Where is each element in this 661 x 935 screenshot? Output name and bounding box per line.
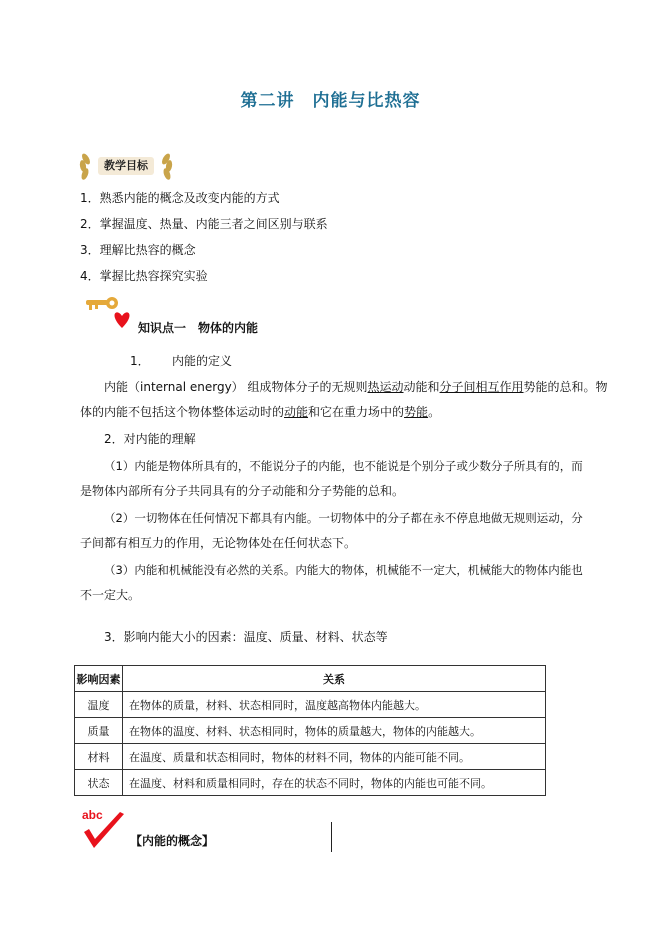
page-title: 第二讲 内能与比热容	[240, 91, 421, 111]
table-row	[75, 744, 546, 770]
item-1-number: 1．	[130, 354, 150, 368]
table-row	[75, 692, 546, 718]
table-cell: 材料	[75, 744, 123, 770]
goal-item: 1．熟悉内能的概念及改变内能的方式	[80, 191, 280, 205]
table-cell: 状态	[75, 770, 123, 796]
text: 内能（internal energy） 组成物体分子的无规则	[104, 380, 368, 394]
abc-label: abc	[82, 808, 103, 822]
table-cell: 在物体的温度、材料、状态相同时，物体的质量越大，物体的内能越大。	[123, 718, 546, 744]
definition-line-1	[104, 376, 608, 398]
underlined-term: 势能	[404, 405, 429, 419]
goal-item: 3．理解比热容的概念	[80, 243, 196, 257]
teaching-goals-badge	[76, 151, 176, 181]
definition-line-2	[80, 401, 440, 423]
concept-heading: 【内能的概念】	[130, 834, 215, 848]
underlined-term: 分子间相互作用	[439, 380, 524, 394]
underlined-term: 动能	[284, 405, 309, 419]
underlined-term: 热运动	[367, 380, 404, 394]
item-1-label: 内能的定义	[172, 354, 233, 368]
table-cell: 在温度、质量和状态相同时，物体的材料不同，物体的内能可能不同。	[123, 744, 546, 770]
table-cell: 温度	[75, 692, 123, 718]
key-heart-icon	[84, 294, 136, 332]
text: 势能的总和。物	[523, 380, 608, 394]
influence-factors-table	[74, 665, 546, 796]
divider-line	[331, 822, 332, 852]
goal-item: 4．掌握比热容探究实验	[80, 269, 208, 283]
understanding-2-line-1: （2）一切物体在任何情况下都具有内能。一切物体中的分子都在永不停息地做无规则运动，分	[104, 511, 583, 525]
item-2-label: 2．对内能的理解	[104, 432, 196, 446]
table-row	[75, 718, 546, 744]
text: 体的内能不包括这个物体整体运动时的	[80, 405, 285, 419]
goal-item: 2．掌握温度、热量、内能三者之间区别与联系	[80, 217, 328, 231]
table-header-row	[75, 666, 546, 692]
table-cell: 在温度、材料和质量相同时，存在的状态不同时，物体的内能也可能不同。	[123, 770, 546, 796]
check-icon	[80, 808, 128, 852]
item-3-label: 3．影响内能大小的因素：温度、质量、材料、状态等	[104, 630, 388, 644]
understanding-2-line-2: 子间都有相互力的作用，无论物体处在任何状态下。	[80, 536, 357, 550]
table-header-cell: 关系	[123, 666, 546, 692]
table-cell: 在物体的质量，材料、状态相同时，温度越高物体内能越大。	[123, 692, 546, 718]
abc-check-icon	[80, 808, 128, 852]
understanding-1-line-2: 是物体内部所有分子共同具有的分子动能和分子势能的总和。	[80, 484, 405, 498]
understanding-1-line-1: （1）内能是物体所具有的，不能说分子的内能，也不能说是个别分子或少数分子所具有的，而	[104, 459, 583, 473]
table-row	[75, 770, 546, 796]
understanding-3-line-2: 不一定大。	[80, 588, 141, 602]
understanding-3-line-1: （3）内能和机械能没有必然的关系。内能大的物体，机械能不一定大，机械能大的物体内能也	[104, 563, 583, 577]
badge-label: 教学目标	[98, 157, 154, 175]
table-header-cell: 影响因素	[75, 666, 123, 692]
text: 和它在重力场中的	[308, 405, 405, 419]
text: 动能和	[403, 380, 440, 394]
table-cell: 质量	[75, 718, 123, 744]
text: 。	[428, 405, 441, 419]
section-heading: 知识点一 物体的内能	[138, 321, 259, 335]
